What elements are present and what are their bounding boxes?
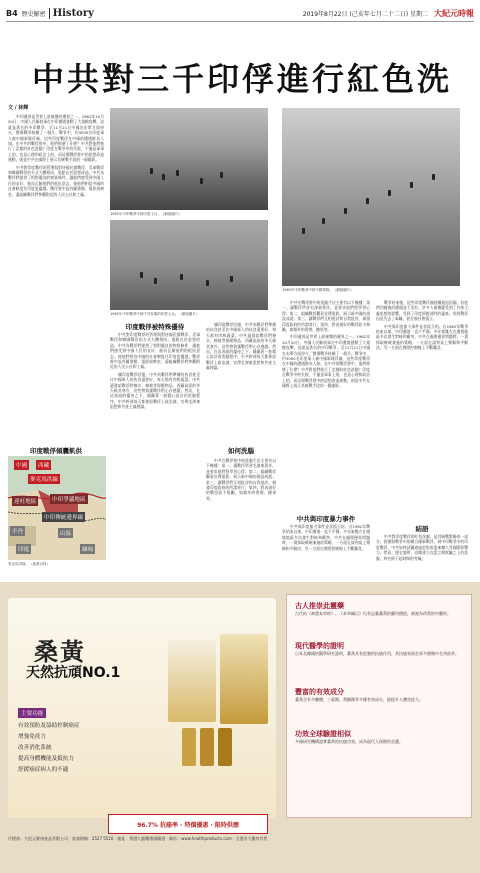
list-item: 增強免疫力 xyxy=(18,734,46,740)
paragraph: 中共在戰俘營中的洗腦手法主要有以下幾種：第一，讓戰俘學習毛澤東著作，並要求他們寫學習心得；第二，組織戰俘觀看宣傳電影，展示新中國的建設成就；第三，讓戰俘們互相批評和自我批評，揭發印度政府的所謂罪行；第四，對表現好的戰俘給予獎勵，如額外的香煙、糖果等。 xyxy=(282,300,370,333)
headline: 中共對三千印俘進行紅色洗 xyxy=(31,60,452,98)
list-item: 提高身體機能及抵抗力 xyxy=(18,756,74,762)
paragraph: 中印邊界是世界上最複雜的邊界之一。1962年10月20日，中國人民解放軍在中印邊境發動了大規模攻擊，這就是著名的中印戰爭，至11月21日中國宣布單方面停火，整場戰爭持續了一個月。戰爭中，約3000名印度軍人被中國軍隊俘虜，這些印度戰俘在中國的遭遇鮮為人知。在中共的戰俘營中，他們經歷了什麼？中共對他們進行了怎樣的紅色洗腦？印度在戰爭中的失敗，不僅是軍事上的，也是心理和政治上的，而這場戰俘營中的思想改造運動，則是中共在國際上展示其統戰手段的一個縮影。 xyxy=(282,334,370,389)
map-label-myanmar: 緬甸 xyxy=(80,544,95,554)
paragraph: 中共對印度戰俘的紅色洗腦，是其統戰策略的一部分。從朝鮮戰爭中的聯合國軍戰俘，到中印戰爭中的印度戰俘，中共始終試圖通過思想改造來擴大其國際影響力。然而，歷史證明，這種建立在謊言和欺騙之上的洗腦，終究經不起時間的考驗。 xyxy=(376,534,468,561)
paragraph: 中共與印度暴力事件並非孤立的。自1962年戰爭結束以來，中印邊境一直不平靜。多年來雙方在邊境地區多次發生對峙和衝突。中共在處理邊界問題時，一貫採取軟硬兼施的策略，一方面在談判桌上聲稱和平解決，另一方面在實際控制線上不斷蠶食。 xyxy=(376,323,468,351)
ad-right-heading: 現代醫學的證明 xyxy=(295,642,344,650)
list-item: 有效預防及協助控制癌症 xyxy=(18,723,80,729)
product-box xyxy=(220,634,268,724)
article-column-5 xyxy=(376,300,468,520)
issue-date: 2019年8月22日 (己亥年七月二十二日) 星期二 xyxy=(302,11,428,18)
photo-caption: 1962年中印戰爭中被中共俘虜的印度士兵。（網絡圖片） xyxy=(110,312,200,316)
map-label-disputed: 中印爭議地區 xyxy=(50,494,88,504)
ad-title: 桑黃 xyxy=(34,637,86,666)
photo-caption: 1962年中印戰爭中的中國軍隊。（網絡圖片） xyxy=(282,288,354,292)
article-column-4b xyxy=(282,524,370,574)
ad-right-text: 桑黃含有多醣體、三萜類、黃酮類等多種有效成分，能提升人體免疫力。 xyxy=(295,697,423,702)
article-column-1 xyxy=(8,114,104,444)
subhead: 中共與印度暴力事件 xyxy=(296,515,356,523)
ad-panel-right xyxy=(286,594,472,818)
list-item: 舒緩癌症病人的不適 xyxy=(18,767,69,773)
photo-chinese-army xyxy=(282,108,460,286)
product-pill xyxy=(182,728,196,766)
mcmahon-line-map xyxy=(8,456,106,560)
map-label-bhutan: 不丹 xyxy=(10,526,25,536)
subhead: 結語 xyxy=(415,525,429,533)
product-box xyxy=(168,640,216,722)
ad-right-heading: 古人推崇此靈藥 xyxy=(295,602,344,610)
article-column-3a xyxy=(206,322,276,440)
article-column-4 xyxy=(282,300,370,510)
map-label-tawang: 達旺地區 xyxy=(12,496,38,506)
ad-right-text: 日本及韓國的醫學研究證明，桑黃具有很強的抗癌作用，其抗癌效果在眾多菌類中名列前茅。 xyxy=(295,651,459,656)
ad-right-heading: 功效全球驗證相似 xyxy=(295,730,351,738)
subhead: 如何洗腦 xyxy=(228,447,254,455)
map-label-china: 中國 xyxy=(14,460,29,470)
article-column-2 xyxy=(110,332,200,572)
list-item: 改善消化系統 xyxy=(18,745,52,751)
product-pill xyxy=(218,728,232,766)
ad-subtitle: 天然抗頑NO.1 xyxy=(26,665,121,681)
article-column-3b xyxy=(206,458,276,574)
byline: 文 / 林輝 xyxy=(8,105,29,111)
paragraph: 中共與印度暴力事件並非孤立的。自1962年戰爭結束以來，中印邊境一直不平靜。多年來雙方在邊境地區多次發生對峙和衝突。中共在處理邊界問題時，一貫採取軟硬兼施的策略，一方面在談判桌上聲稱和平解決，另一方面在實際控制線上不斷蠶食。 xyxy=(282,524,370,551)
product-pill xyxy=(200,728,214,766)
section-name-en: History xyxy=(49,8,94,19)
ad-footer: 代理商：大紀元健康產品有限公司 · 查詢熱線：2527 5510 · 地址：香港九龍觀塘鴻圖道 · 網站：www.healthproducts.com · 全港各大藥房有售 xyxy=(8,836,268,841)
article-column-5b xyxy=(376,534,468,574)
page-header xyxy=(6,6,474,22)
paragraph: 戰爭結束後，這些印度戰俘被陸續遣返回國。但他們回國後的遭遇並不美好，許多人被懷疑受到了共產主義思想的影響，受到了印度情報部門的審查。有的戰俘因此失去了軍職，甚至被社會孤立。 xyxy=(376,300,468,322)
ad-right-heading: 豐富的有效成分 xyxy=(295,688,344,696)
ad-list-title: 主要功能 xyxy=(18,708,46,718)
photo-caption: 1962年中印戰爭中的印度士兵。（網絡圖片） xyxy=(110,212,182,216)
subhead: 印度戰俘被特殊優待 xyxy=(125,323,185,331)
map-label-mcmahon: 麥克馬洪線 xyxy=(28,474,60,484)
paragraph: 據印度戰俘回憶，中共為戰俘們準備的伙食甚至比中國軍人的伙食還要好，每天都有肉和蔬菜。中共還發給戰俘們棉衣、棉被等保暖物品，西藏高原的冬天極其寒冷，這些物資讓戰俘們心存感激。然而，在這表面的優待之下，隱藏著一套精心設計的洗腦程序，中共幹部每天都會給戰俘上政治課，宣傳毛澤東思想和共產主義理論。 xyxy=(206,322,276,371)
photo-captured-soldiers xyxy=(110,220,268,310)
paragraph: 據印度戰俘回憶，中共為戰俘們準備的伙食甚至比中國軍人的伙食還要好，每天都有肉和蔬菜。中共還發給戰俘們棉衣、棉被等保暖物品，西藏高原的冬天極其寒冷，這些物資讓戰俘們心存感激。然而，在這表面的優待之下，隱藏著一套精心設計的洗腦程序，中共幹部每天都會給戰俘上政治課，宣傳毛澤東思想和共產主義理論。 xyxy=(110,371,200,410)
paragraph: 中共在戰俘營中的洗腦手法主要有以下幾種：第一，讓戰俘學習毛澤東著作，並要求他們寫學習心得；第二，組織戰俘觀看宣傳電影，展示新中國的建設成就；第三，讓戰俘們互相批評和自我批評，揭發印度政府的所謂罪行；第四，對表現好的戰俘給予獎勵，如額外的香煙、糖果等。 xyxy=(206,458,276,501)
ad-right-text: 多國研究機構證實桑黃的抗癌功效，成為現代人保健的首選。 xyxy=(295,739,403,744)
map-label-actual: 中印傳統邊界線 xyxy=(42,512,85,522)
paragraph: 中共對印度戰俘的管理與對待國民黨戰俘、美軍戰俘和韓國戰俘的方式大體相同，重點在於思想改造。中共為戰俘們提供了相對優良的物質條件，讓他們感受到中國人民的友好，進而瓦解他們的抵抗意志，使他們相信中國的社會制度比印度更優越。戰俘營中設有圖書館、電影放映室，還組織戰俘們參觀附近的人民公社和工廠。 xyxy=(8,164,104,197)
map-label-tibet: 西藏 xyxy=(36,460,51,470)
section-name: 歷史解密 xyxy=(21,11,46,18)
ad-feature-list xyxy=(18,700,158,776)
map-label-india: 印度 xyxy=(16,544,31,554)
map-label-assam: 山區 xyxy=(58,528,73,538)
map-caption: 麥克馬洪線。（維基百科） xyxy=(8,562,50,566)
ad-right-text: 古代的《神農本草經》、《本草綱目》均有記載桑黃的藥用價值，被視為珍貴的中藥材。 xyxy=(295,611,451,616)
subhead: 印度戰俘傾囊飢供 xyxy=(30,447,82,455)
photo-soldiers-1962 xyxy=(110,108,268,210)
paragraph: 中印邊界是世界上最複雜的邊界之一。1962年10月20日，中國人民解放軍在中印邊境發動了大規模攻擊，這就是著名的中印戰爭，至11月21日中國宣布單方面停火，整場戰爭持續了一個月。戰爭中，約3000名印度軍人被中國軍隊俘虜，這些印度戰俘在中國的遭遇鮮為人知。在中共的戰俘營中，他們經歷了什麼？中共對他們進行了怎樣的紅色洗腦？印度在戰爭中的失敗，不僅是軍事上的，也是心理和政治上的，而這場戰俘營中的思想改造運動，則是中共在國際上展示其統戰手段的一個縮影。 xyxy=(8,114,104,163)
ad-price-banner: 96.7% 抗癌率 · 特價優惠 · 限時供應 xyxy=(108,814,268,834)
paragraph: 中共對印度戰俘的管理與對待國民黨戰俘、美軍戰俘和韓國戰俘的方式大體相同，重點在於思想改造。中共為戰俘們提供了相對優良的物質條件，讓他們感受到中國人民的友好，進而瓦解他們的抵抗意志，使他們相信中國的社會制度比印度更優越。戰俘營中設有圖書館、電影放映室，還組織戰俘們參觀附近的人民公社和工廠。 xyxy=(110,332,200,370)
newspaper-brand: 大紀元時報 xyxy=(434,8,474,18)
page-number: B4 xyxy=(6,9,18,18)
